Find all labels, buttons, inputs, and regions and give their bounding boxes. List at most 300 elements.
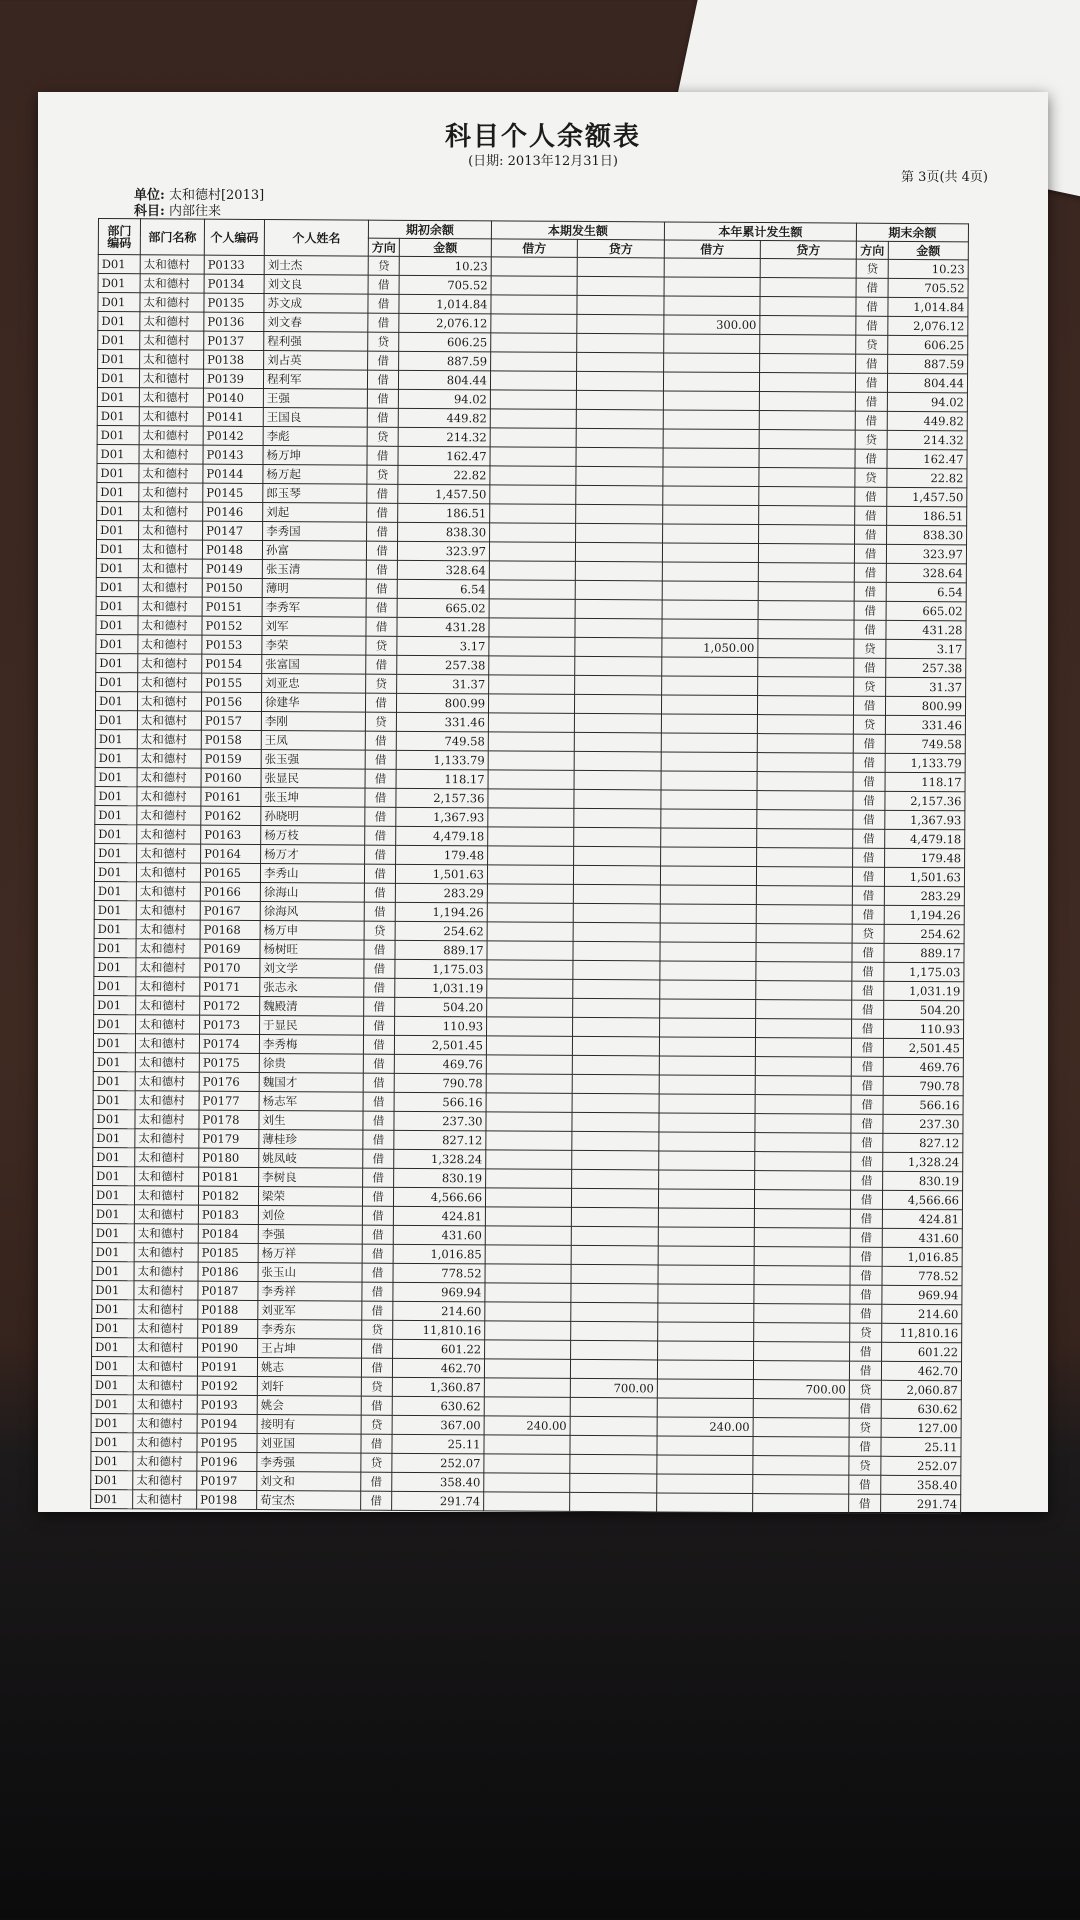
cell-dept-name: 太和德村 (135, 1148, 199, 1167)
col-closing: 期末余额 (856, 223, 968, 242)
cell-ytd-debit (662, 600, 758, 620)
cell-closing-direction: 借 (850, 1285, 882, 1304)
cell-closing-amount: 110.93 (884, 1019, 964, 1038)
cell-dept-code: D01 (97, 501, 139, 520)
cell-closing-direction: 借 (853, 753, 885, 772)
cell-dept-name: 太和德村 (135, 1091, 199, 1110)
cell-current-credit (572, 1093, 659, 1113)
cell-current-credit (575, 599, 662, 619)
cell-opening-direction: 借 (362, 1263, 393, 1282)
balance-table (90, 218, 969, 1514)
cell-dept-name: 太和德村 (134, 1281, 198, 1300)
cell-person-code: P0190 (198, 1338, 258, 1357)
cell-closing-amount: 291.74 (881, 1494, 961, 1513)
cell-closing-direction: 借 (854, 658, 886, 677)
cell-current-debit (484, 1473, 570, 1493)
subject-line (134, 200, 221, 219)
cell-opening-direction: 贷 (365, 712, 396, 731)
cell-dept-code: D01 (94, 976, 136, 995)
cell-dept-name: 太和德村 (135, 1053, 199, 1072)
cell-dept-code: D01 (96, 615, 138, 634)
cell-opening-amount: 1,031.19 (395, 978, 487, 998)
cell-closing-direction: 借 (854, 601, 886, 620)
cell-ytd-credit (760, 335, 856, 355)
cell-current-credit (575, 675, 662, 695)
cell-closing-direction: 借 (852, 905, 884, 924)
cell-dept-name: 太和德村 (139, 369, 203, 388)
subject-value: 内部往来 (168, 204, 221, 219)
col-person-code: 个人编码 (204, 219, 264, 255)
cell-person-name: 魏殿清 (260, 997, 364, 1017)
col-ytd: 本年累计发生额 (664, 222, 856, 241)
cell-dept-code: D01 (91, 1489, 133, 1508)
cell-ytd-credit (756, 943, 852, 963)
col-current-credit: 贷方 (577, 239, 664, 258)
cell-person-code: P0154 (202, 654, 262, 673)
cell-person-code: P0140 (203, 388, 263, 407)
cell-opening-amount: 94.02 (398, 389, 490, 409)
cell-dept-code: D01 (97, 387, 139, 406)
cell-closing-direction: 贷 (849, 1456, 881, 1475)
cell-closing-amount: 800.99 (885, 696, 965, 715)
cell-closing-direction: 借 (853, 829, 885, 848)
cell-dept-code: D01 (98, 293, 140, 312)
cell-current-debit (486, 1055, 572, 1075)
cell-current-credit (574, 770, 661, 790)
cell-closing-direction: 借 (849, 1399, 881, 1418)
cell-opening-amount: 283.29 (395, 883, 487, 903)
cell-ytd-debit (657, 1493, 753, 1513)
cell-person-name: 王国良 (263, 408, 367, 428)
cell-opening-direction: 借 (362, 1244, 393, 1263)
cell-closing-amount: 4,566.66 (882, 1190, 962, 1209)
cell-person-code: P0167 (200, 901, 260, 920)
cell-closing-direction: 借 (856, 316, 888, 335)
cell-person-code: P0144 (203, 464, 263, 483)
cell-opening-direction: 贷 (362, 1320, 393, 1339)
cell-closing-direction: 借 (850, 1228, 882, 1247)
cell-current-debit (484, 1359, 570, 1379)
cell-opening-amount: 1,367.93 (396, 807, 488, 827)
cell-person-code: P0169 (200, 939, 260, 958)
cell-opening-direction: 借 (363, 1035, 394, 1054)
cell-current-credit (575, 656, 662, 676)
cell-closing-direction: 贷 (856, 335, 888, 354)
cell-ytd-debit (662, 676, 758, 696)
cell-opening-amount: 4,566.66 (393, 1187, 485, 1207)
cell-dept-name: 太和德村 (140, 331, 204, 350)
cell-closing-amount: 630.62 (881, 1399, 961, 1418)
cell-ytd-credit (753, 1456, 849, 1476)
cell-dept-name: 太和德村 (133, 1452, 197, 1471)
cell-current-debit (491, 314, 577, 334)
cell-closing-direction: 借 (853, 696, 885, 715)
cell-ytd-credit (754, 1342, 850, 1362)
cell-ytd-credit (756, 867, 852, 887)
cell-person-code: P0145 (203, 483, 263, 502)
cell-ytd-credit (756, 981, 852, 1001)
cell-current-credit (577, 352, 664, 372)
cell-closing-direction: 贷 (854, 639, 886, 658)
cell-opening-amount: 2,157.36 (396, 788, 488, 808)
cell-opening-direction: 借 (368, 275, 399, 294)
cell-closing-direction: 借 (849, 1475, 881, 1494)
cell-ytd-credit (757, 810, 853, 830)
cell-dept-code: D01 (97, 520, 139, 539)
cell-person-code: P0195 (197, 1433, 257, 1452)
cell-ytd-debit (660, 866, 756, 886)
cell-current-credit (571, 1321, 658, 1341)
cell-dept-name: 太和德村 (133, 1433, 197, 1452)
cell-dept-name: 太和德村 (140, 312, 204, 331)
cell-ytd-debit (664, 296, 760, 316)
cell-current-credit (570, 1435, 657, 1455)
cell-ytd-credit (754, 1304, 850, 1324)
cell-dept-code: D01 (91, 1413, 133, 1432)
cell-ytd-debit (663, 524, 759, 544)
cell-person-name: 张玉山 (258, 1262, 362, 1282)
cell-closing-amount: 257.38 (886, 658, 966, 677)
cell-current-credit (573, 865, 660, 885)
cell-person-code: P0147 (203, 521, 263, 540)
cell-ytd-debit (662, 581, 758, 601)
cell-person-code: P0149 (202, 559, 262, 578)
cell-opening-amount: 424.81 (393, 1206, 485, 1226)
cell-dept-name: 太和德村 (138, 559, 202, 578)
cell-closing-direction: 借 (850, 1266, 882, 1285)
cell-person-code: P0151 (202, 597, 262, 616)
cell-person-name: 李秀祥 (258, 1281, 362, 1301)
cell-person-name: 薄明 (262, 579, 366, 599)
cell-closing-amount: 31.37 (886, 677, 966, 696)
cell-ytd-credit (760, 297, 856, 317)
cell-closing-amount: 162.47 (887, 449, 967, 468)
cell-ytd-credit (759, 487, 855, 507)
cell-person-code: P0165 (200, 863, 260, 882)
cell-dept-code: D01 (96, 558, 138, 577)
cell-current-debit (486, 1093, 572, 1113)
cell-ytd-debit (663, 429, 759, 449)
cell-person-code: P0193 (197, 1395, 257, 1414)
cell-opening-direction: 借 (368, 351, 399, 370)
cell-opening-amount: 10.23 (399, 256, 491, 276)
cell-ytd-credit (757, 791, 853, 811)
cell-closing-direction: 贷 (855, 468, 887, 487)
cell-person-name: 孙晓明 (261, 807, 365, 827)
cell-person-name: 梁荣 (258, 1186, 362, 1206)
cell-current-credit (570, 1416, 657, 1436)
cell-dept-name: 太和德村 (134, 1300, 198, 1319)
cell-closing-amount: 449.82 (887, 411, 967, 430)
cell-person-code: P0189 (198, 1319, 258, 1338)
cell-dept-name: 太和德村 (138, 597, 202, 616)
cell-dept-name: 太和德村 (133, 1357, 197, 1376)
cell-opening-direction: 借 (366, 560, 397, 579)
cell-person-code: P0166 (200, 882, 260, 901)
cell-opening-amount: 800.99 (397, 693, 489, 713)
cell-current-credit (571, 1226, 658, 1246)
cell-dept-name: 太和德村 (136, 996, 200, 1015)
cell-opening-direction: 借 (363, 1111, 394, 1130)
cell-closing-direction: 借 (851, 1133, 883, 1152)
cell-opening-amount: 162.47 (398, 446, 490, 466)
cell-person-code: P0194 (197, 1414, 257, 1433)
cell-opening-amount: 214.32 (398, 427, 490, 447)
cell-current-credit (574, 732, 661, 752)
cell-ytd-credit (757, 772, 853, 792)
cell-ytd-debit (662, 562, 758, 582)
cell-opening-direction: 借 (364, 864, 395, 883)
cell-dept-code: D01 (91, 1432, 133, 1451)
cell-current-debit (488, 751, 574, 771)
cell-current-debit (484, 1435, 570, 1455)
cell-ytd-credit (757, 734, 853, 754)
cell-person-code: P0198 (197, 1490, 257, 1509)
cell-ytd-credit (758, 544, 854, 564)
cell-ytd-credit (759, 468, 855, 488)
cell-current-debit (490, 523, 576, 543)
cell-dept-code: D01 (95, 843, 137, 862)
cell-ytd-debit (661, 828, 757, 848)
cell-closing-amount: 889.17 (884, 943, 964, 962)
cell-closing-direction: 借 (852, 886, 884, 905)
cell-person-name: 杨万枝 (261, 826, 365, 846)
cell-closing-amount: 1,457.50 (887, 487, 967, 506)
cell-closing-direction: 借 (849, 1494, 881, 1513)
cell-current-credit (574, 789, 661, 809)
cell-opening-amount: 469.76 (394, 1054, 486, 1074)
cell-person-name: 孙富 (262, 541, 366, 561)
cell-closing-amount: 887.59 (888, 354, 968, 373)
cell-dept-code: D01 (92, 1185, 134, 1204)
cell-ytd-debit (657, 1474, 753, 1494)
cell-dept-code: D01 (93, 1166, 135, 1185)
cell-person-code: P0161 (201, 787, 261, 806)
cell-dept-name: 太和德村 (137, 711, 201, 730)
cell-closing-amount: 22.82 (887, 468, 967, 487)
cell-ytd-debit (657, 1398, 753, 1418)
cell-opening-direction: 借 (365, 845, 396, 864)
cell-dept-name: 太和德村 (133, 1414, 197, 1433)
cell-current-debit (489, 561, 575, 581)
cell-ytd-credit (758, 601, 854, 621)
cell-opening-direction: 借 (362, 1301, 393, 1320)
cell-opening-amount: 4,479.18 (396, 826, 488, 846)
cell-dept-name: 太和德村 (139, 388, 203, 407)
cell-opening-direction: 借 (367, 408, 398, 427)
cell-current-debit (485, 1340, 571, 1360)
cell-person-code: P0159 (201, 749, 261, 768)
cell-person-name: 李秀军 (262, 598, 366, 618)
ledger-body (91, 255, 969, 1514)
cell-opening-direction: 借 (368, 313, 399, 332)
cell-dept-code: D01 (91, 1394, 133, 1413)
cell-closing-direction: 借 (850, 1304, 882, 1323)
cell-dept-code: D01 (91, 1375, 133, 1394)
cell-person-name: 王占坤 (258, 1338, 362, 1358)
cell-current-credit (573, 884, 660, 904)
cell-current-debit (488, 789, 574, 809)
cell-dept-name: 太和德村 (137, 825, 201, 844)
cell-person-code: P0143 (203, 445, 263, 464)
cell-ytd-credit (758, 620, 854, 640)
cell-closing-amount: 331.46 (885, 715, 965, 734)
cell-person-code: P0182 (198, 1186, 258, 1205)
cell-dept-name: 太和德村 (135, 1034, 199, 1053)
cell-ytd-credit (754, 1266, 850, 1286)
cell-closing-direction: 借 (850, 1342, 882, 1361)
cell-opening-direction: 借 (363, 1054, 394, 1073)
cell-closing-direction: 贷 (855, 430, 887, 449)
col-opening-amt: 金额 (399, 238, 491, 257)
cell-opening-direction: 借 (367, 370, 398, 389)
cell-dept-code: D01 (95, 805, 137, 824)
col-opening: 期初余额 (368, 220, 491, 239)
cell-opening-direction: 借 (361, 1472, 392, 1491)
cell-person-name: 杨万才 (261, 845, 365, 865)
cell-current-credit (577, 333, 664, 353)
cell-person-code: P0156 (201, 692, 261, 711)
cell-ytd-credit: 700.00 (753, 1380, 849, 1400)
cell-ytd-debit (658, 1189, 754, 1209)
cell-opening-amount: 25.11 (392, 1434, 484, 1454)
cell-opening-direction: 借 (361, 1434, 392, 1453)
cell-closing-amount: 2,501.45 (883, 1038, 963, 1057)
cell-closing-amount: 1,194.26 (884, 905, 964, 924)
cell-ytd-debit (664, 334, 760, 354)
cell-opening-direction: 借 (361, 1358, 392, 1377)
cell-closing-direction: 借 (856, 297, 888, 316)
cell-current-credit (571, 1340, 658, 1360)
cell-opening-direction: 借 (366, 617, 397, 636)
cell-opening-amount: 291.74 (392, 1491, 484, 1511)
cell-current-credit (577, 295, 664, 315)
cell-person-name: 李秀国 (263, 522, 367, 542)
cell-closing-amount: 10.23 (888, 259, 968, 278)
cell-person-name: 杨志军 (259, 1092, 363, 1112)
cell-current-credit (577, 257, 664, 277)
cell-dept-code: D01 (93, 1052, 135, 1071)
cell-closing-amount: 1,367.93 (885, 810, 965, 829)
cell-person-code: P0148 (202, 540, 262, 559)
cell-ytd-credit (760, 278, 856, 298)
cell-closing-direction: 借 (849, 1361, 881, 1380)
cell-opening-amount: 2,076.12 (399, 313, 491, 333)
cell-dept-name: 太和德村 (139, 521, 203, 540)
cell-dept-code: D01 (91, 1356, 133, 1375)
cell-dept-name: 太和德村 (134, 1224, 198, 1243)
cell-current-debit (488, 713, 574, 733)
cell-ytd-credit (758, 639, 854, 659)
cell-person-name: 刘文春 (264, 313, 368, 333)
cell-ytd-credit (759, 525, 855, 545)
cell-person-code: P0139 (203, 369, 263, 388)
cell-opening-direction: 借 (366, 579, 397, 598)
cell-dept-name: 太和德村 (139, 426, 203, 445)
cell-person-code: P0184 (198, 1224, 258, 1243)
cell-closing-amount: 469.76 (883, 1057, 963, 1076)
cell-dept-name: 太和德村 (137, 806, 201, 825)
cell-dept-name: 太和德村 (136, 863, 200, 882)
cell-person-name: 刘文学 (260, 959, 364, 979)
cell-opening-direction: 借 (364, 959, 395, 978)
cell-closing-amount: 358.40 (881, 1475, 961, 1494)
cell-closing-amount: 606.25 (888, 335, 968, 354)
cell-closing-amount: 1,031.19 (884, 981, 964, 1000)
cell-dept-name: 太和德村 (137, 768, 201, 787)
cell-ytd-credit (755, 1114, 851, 1134)
cell-current-debit (486, 1169, 572, 1189)
cell-current-debit (485, 1245, 571, 1265)
cell-current-debit (490, 409, 576, 429)
cell-closing-amount: 431.28 (886, 620, 966, 639)
col-closing-dir: 方向 (856, 241, 888, 259)
cell-ytd-credit (756, 886, 852, 906)
cell-ytd-debit (659, 1132, 755, 1152)
cell-closing-direction: 借 (855, 525, 887, 544)
cell-ytd-debit (658, 1284, 754, 1304)
cell-closing-direction: 借 (852, 1000, 884, 1019)
cell-opening-amount: 110.93 (395, 1016, 487, 1036)
cell-ytd-credit (754, 1228, 850, 1248)
cell-current-debit (484, 1492, 570, 1512)
cell-dept-name: 太和德村 (136, 882, 200, 901)
cell-person-code: P0178 (199, 1110, 259, 1129)
cell-ytd-credit (756, 962, 852, 982)
cell-person-name: 刘亚忠 (262, 674, 366, 694)
cell-ytd-debit (663, 467, 759, 487)
cell-dept-name: 太和德村 (134, 1262, 198, 1281)
cell-opening-amount: 830.19 (394, 1168, 486, 1188)
cell-opening-direction: 贷 (366, 674, 397, 693)
cell-dept-code: D01 (96, 653, 138, 672)
cell-opening-amount: 705.52 (399, 275, 491, 295)
cell-current-credit: 700.00 (570, 1378, 657, 1398)
cell-dept-code: D01 (94, 938, 136, 957)
cell-opening-direction: 贷 (368, 332, 399, 351)
cell-current-credit (573, 979, 660, 999)
cell-closing-direction: 借 (854, 620, 886, 639)
cell-person-code: P0191 (197, 1357, 257, 1376)
cell-person-code: P0134 (204, 274, 264, 293)
cell-opening-direction: 借 (365, 769, 396, 788)
cell-current-debit (485, 1226, 571, 1246)
cell-closing-amount: 462.70 (881, 1361, 961, 1380)
cell-ytd-debit (661, 790, 757, 810)
cell-ytd-debit (659, 1056, 755, 1076)
cell-opening-direction: 借 (363, 1130, 394, 1149)
cell-person-code: P0160 (201, 768, 261, 787)
cell-closing-amount: 1,133.79 (885, 753, 965, 772)
cell-ytd-credit (756, 1000, 852, 1020)
cell-dept-code: D01 (96, 539, 138, 558)
cell-closing-amount: 705.52 (888, 278, 968, 297)
cell-ytd-debit (658, 1322, 754, 1342)
cell-opening-amount: 252.07 (392, 1453, 484, 1473)
cell-closing-amount: 504.20 (884, 1000, 964, 1019)
cell-closing-amount: 94.02 (887, 392, 967, 411)
cell-ytd-credit (759, 430, 855, 450)
cell-opening-amount: 431.28 (397, 617, 489, 637)
cell-current-credit (576, 504, 663, 524)
cell-dept-name: 太和德村 (140, 274, 204, 293)
cell-dept-code: D01 (93, 1071, 135, 1090)
cell-ytd-debit (663, 391, 759, 411)
cell-closing-direction: 借 (856, 354, 888, 373)
cell-current-debit (489, 675, 575, 695)
cell-ytd-credit (753, 1418, 849, 1438)
cell-current-debit (485, 1283, 571, 1303)
